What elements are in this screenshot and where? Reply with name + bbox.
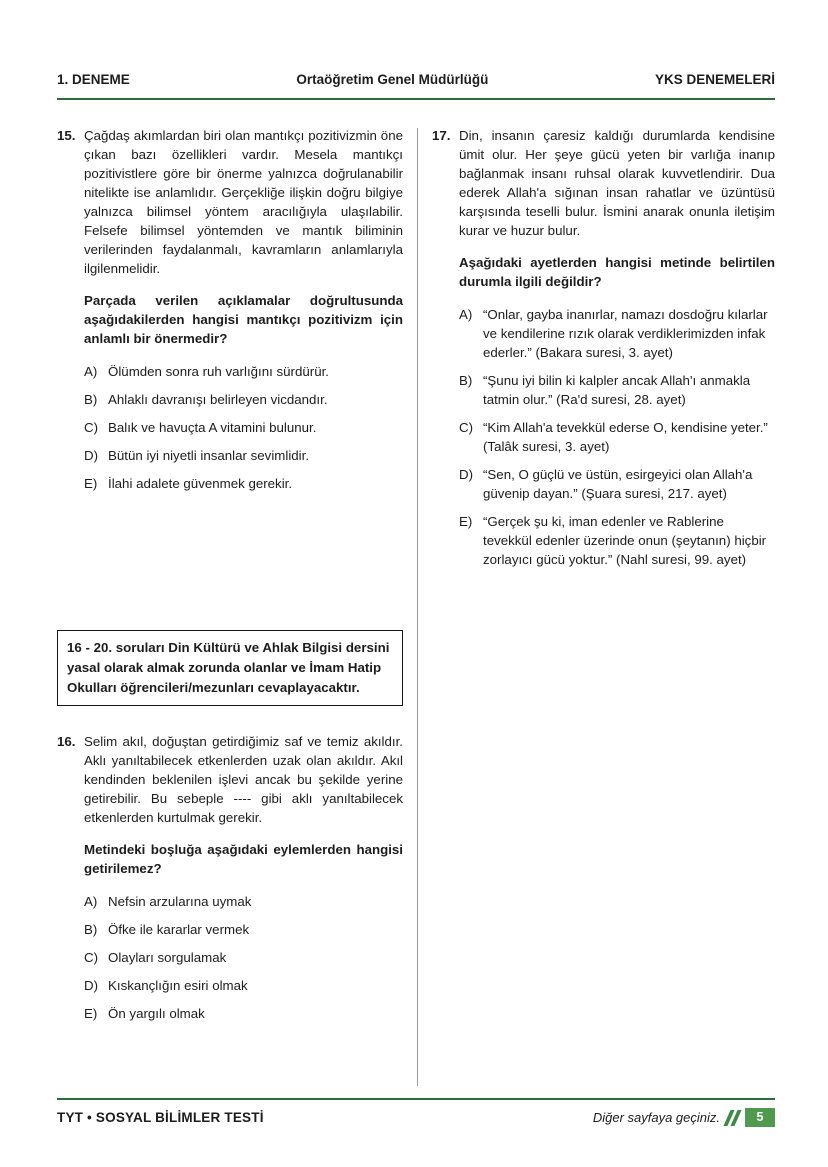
footer-right-group [593, 1108, 775, 1127]
question-number: 15. [57, 128, 76, 143]
option-letter: A) [84, 364, 98, 379]
question-stem: Metindeki boşluğa aşağıdaki eylemlerden hangisi getirilemez? [84, 842, 403, 876]
option-a [84, 892, 403, 911]
option-b [84, 920, 403, 939]
option-text: İlahi adalete güvenmek gerekir. [108, 476, 293, 491]
page-footer [57, 1098, 775, 1127]
question-17 [432, 126, 775, 578]
next-page-notice: Diğer sayfaya geçiniz. [592, 1110, 720, 1125]
footer-test-title: TYT • SOSYAL BİLİMLER TESTİ [57, 1110, 264, 1125]
option-text: Bütün iyi niyetli insanlar sevimlidir. [108, 448, 310, 463]
option-e [459, 512, 775, 569]
option-text: “Gerçek şu ki, iman edenler ve Rablerine tevekkül edenler üzerinde onun (şeytanın) hiçbir zorlayıcı gücü yoktur.” (Nahl suresi, 99. ayet) [483, 514, 767, 567]
option-a [459, 305, 775, 362]
option-text: Olayları sorgulamak [108, 950, 227, 965]
option-letter: C) [84, 420, 99, 435]
question-16 [57, 732, 403, 1032]
option-b [459, 371, 775, 409]
option-a [84, 362, 403, 381]
option-d [84, 446, 403, 465]
question-15 [57, 126, 403, 502]
option-text: Nefsin arzularına uymak [108, 894, 252, 909]
option-letter: E) [459, 514, 473, 529]
option-letter: C) [84, 950, 99, 965]
option-letter: E) [84, 476, 98, 491]
option-c [459, 418, 775, 456]
column-divider [417, 128, 418, 1086]
question-number: 17. [432, 128, 451, 143]
question-content [84, 126, 403, 502]
header-exam-name: 1. DENEME [57, 72, 130, 87]
option-e [84, 474, 403, 493]
question-stem: Parçada verilen açıklamalar doğrultusunda aşağıdakilerden hangisi mantıkçı pozitivizm için anlamlı bir önermedir? [84, 293, 403, 346]
option-d [459, 465, 775, 503]
left-column [57, 126, 403, 1086]
option-text: Öfke ile kararlar vermek [108, 922, 250, 937]
option-letter: A) [84, 894, 98, 909]
option-letter: B) [84, 922, 98, 937]
option-text: Balık ve havuçta A vitamini bulunur. [108, 420, 317, 435]
option-text: “Onlar, gayba inanırlar, namazı dosdoğru kılarlar ve kendilerine rızık olarak verdiklerimizden infak ederler.” (Bakara suresi, 3. ayet) [483, 307, 768, 360]
header-series-name: YKS DENEMELERİ [654, 72, 775, 87]
question-number: 16. [57, 734, 76, 749]
option-letter: C) [459, 420, 474, 435]
option-text: “Sen, O güçlü ve üstün, esirgeyici olan Allah'a güvenip dayan.” (Şuara suresi, 217. ayet) [483, 467, 753, 501]
option-letter: D) [459, 467, 474, 482]
option-text: Ahlaklı davranışı belirleyen vicdandır. [108, 392, 328, 407]
header-institution: Ortaöğretim Genel Müdürlüğü [296, 72, 489, 87]
question-content [84, 732, 403, 1032]
option-c [84, 418, 403, 437]
option-b [84, 390, 403, 409]
option-text: “Kim Allah'a tevekkül ederse O, kendisine yeter.” (Talâk suresi, 3. ayet) [483, 420, 768, 454]
option-letter: D) [84, 978, 99, 993]
option-c [84, 948, 403, 967]
question-content [459, 126, 775, 578]
question-body: Din, insanın çaresiz kaldığı durumlarda kendisine ümit olur. Her şeye gücü yeten bir varlığa inanıp bağlanmak insanı ruhsal olarak kuvvetlendirir. Dua ederek Allah'a sığınan insan rahatlar ve üzüntüsü karşısında teselli bulur. İsmini anarak onunla iletişim kurar ve huzur bulur. [459, 128, 775, 238]
option-letter: D) [84, 448, 99, 463]
two-column-layout [57, 126, 775, 1086]
option-e [84, 1004, 403, 1023]
question-body: Çağdaş akımlardan biri olan mantıkçı pozitivizmin öne çıkan bazı özellikleri vardır. Mesela mantıkçı pozitivistlere göre bir önerme yalnızca doğrulanabilir nitelikte ise anlamlıdır. Gerçekliğe ilişkin doğru bilgiye yalnızca bilimsel yöntem aracılığıyla ulaşılabilir. Felsefe bilimsel yöntemden ve mantık biliminin verilerinden faydalanmalı, kavramların anlamlarıyla ilgilenmelidir. [84, 128, 403, 276]
option-text: Ölümden sonra ruh varlığını sürdürür. [108, 364, 329, 379]
option-letter: E) [84, 1006, 98, 1021]
option-letter: B) [459, 373, 473, 388]
option-text: Ön yargılı olmak [108, 1006, 205, 1021]
next-page-slashes-icon [727, 1110, 738, 1126]
option-text: Kıskançlığın esiri olmak [108, 978, 248, 993]
option-text: “Şunu iyi bilin ki kalpler ancak Allah'ı anmakla tatmin olur.” (Ra'd suresi, 28. ayet) [483, 373, 751, 407]
instruction-box: 16 - 20. soruları Din Kültürü ve Ahlak Bilgisi dersini yasal olarak almak zorunda olanlar ve İmam Hatip Okulları öğrencileri/mezunları cevaplayacaktır. [57, 630, 403, 706]
page-header [57, 70, 775, 100]
page-number-badge: 5 [745, 1108, 775, 1127]
option-d [84, 976, 403, 995]
option-letter: B) [84, 392, 98, 407]
question-stem: Aşağıdaki ayetlerden hangisi metinde belirtilen durumla ilgili değildir? [459, 255, 775, 289]
right-column [432, 126, 775, 1086]
option-letter: A) [459, 307, 473, 322]
question-body: Selim akıl, doğuştan getirdiğimiz saf ve temiz akıldır. Aklı yanıltabilecek etkenlerden uzak olan akıldır. Akıl kendinden beklenilen işlevi ancak bu şekilde yerine getirebilir. Bu sebeple ---- gibi aklı yanıltabilecek etkenlerden kurtulmak gerekir. [84, 734, 403, 825]
